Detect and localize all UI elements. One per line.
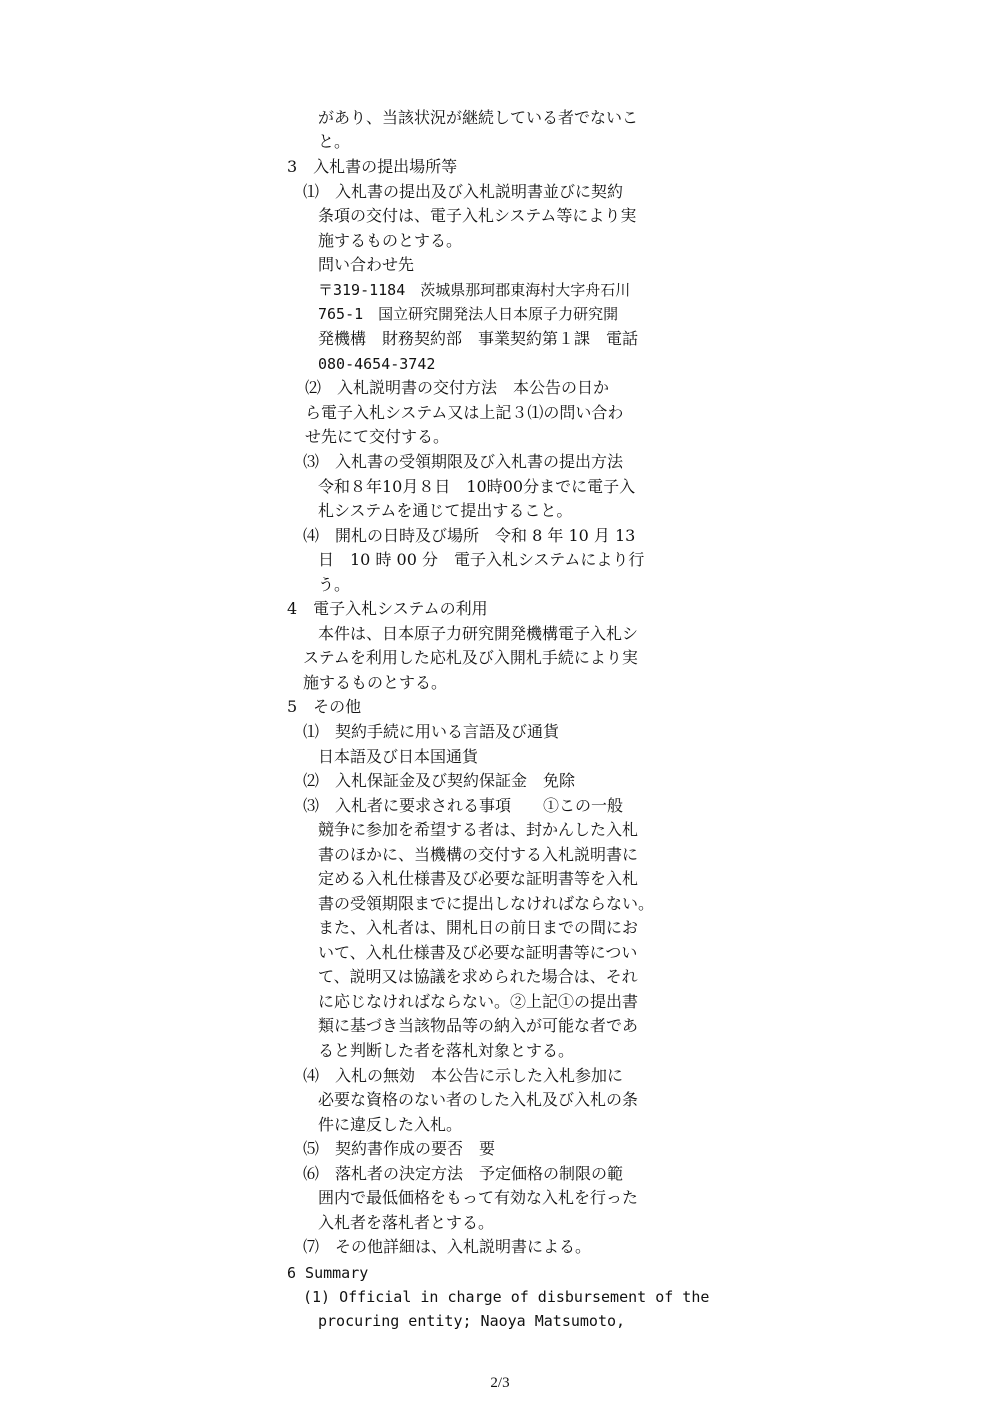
text-line: ⑺ その他詳細は、入札説明書による。: [303, 1237, 592, 1256]
text-line: また、入札者は、開札日の前日までの間にお: [318, 918, 639, 937]
text-line: 3 入札書の提出場所等: [287, 157, 458, 176]
text-line: ⑷ 入札の無効 本公告に示した入札参加に: [303, 1066, 624, 1085]
text-line: ステムを利用した応札及び入開札手続により実: [303, 648, 638, 667]
text-line: 囲内で最低価格をもって有効な入札を行った: [318, 1188, 639, 1207]
text-line: 条項の交付は、電子入札システム等により実: [318, 206, 637, 225]
text-line: 必要な資格のない者のした入札及び入札の条: [318, 1090, 639, 1109]
text-line: 5 その他: [287, 697, 362, 716]
text-line: ⑸ 契約書作成の要否 要: [303, 1139, 496, 1158]
text-line: 定める入札仕様書及び必要な証明書等を入札: [318, 869, 639, 888]
text-line: 6 Summary: [287, 1264, 369, 1282]
text-line: いて、入札仕様書及び必要な証明書等につい: [318, 943, 638, 962]
text-line: 件に違反した入札。: [318, 1115, 463, 1134]
text-line: ると判断した者を落札対象とする。: [318, 1041, 575, 1060]
text-line: 本件は、日本原子力研究開発機構電子入札シ: [318, 624, 639, 643]
text-line: 札システムを通じて提出すること。: [318, 501, 573, 520]
text-line: (1) Official in charge of disbursement of the: [303, 1288, 710, 1306]
text-line: procuring entity; Naoya Matsumoto,: [318, 1312, 626, 1330]
page-number: 2/3: [490, 1375, 510, 1391]
text-line: 令和８年10月８日 10時00分までに電子入: [318, 477, 636, 496]
text-line: と。: [318, 132, 351, 151]
text-line: ⑹ 落札者の決定方法 予定価格の制限の範: [303, 1164, 624, 1183]
text-line: 書のほかに、当機構の交付する入札説明書に: [318, 845, 639, 864]
text-line: 765-1 国立研究開発法人日本原子力研究開: [318, 305, 619, 323]
text-line: せ先にて交付する。: [305, 427, 450, 446]
text-line: 施するものとする。: [318, 231, 463, 250]
text-line: ⑴ 入札書の提出及び入札説明書並びに契約: [303, 182, 624, 201]
text-line: ⑴ 契約手続に用いる言語及び通貨: [303, 722, 560, 741]
text-line: 類に基づき当該物品等の納入が可能な者であ: [318, 1016, 639, 1035]
text-line: に応じなければならない。②上記①の提出書: [318, 992, 639, 1011]
text-line: 日本語及び日本国通貨: [318, 747, 479, 766]
text-line: ⑵ 入札保証金及び契約保証金 免除: [303, 771, 576, 790]
text-line: 4 電子入札システムの利用: [287, 599, 488, 618]
text-line: 競争に参加を希望する者は、封かんした入札: [318, 820, 639, 839]
text-line: ⑷ 開札の日時及び場所 令和 8 年 10 月 13: [303, 526, 636, 545]
text-line: ⑵ 入札説明書の交付方法 本公告の日か: [305, 378, 610, 397]
text-line: があり、当該状況が継続している者でないこ: [318, 108, 639, 127]
text-line: 書の受領期限までに提出しなければならない。: [318, 894, 655, 913]
text-line: 問い合わせ先: [318, 255, 415, 274]
text-line: 日 10 時 00 分 電子入札システムにより行: [318, 550, 645, 569]
text-line: 〒319-1184 茨城県那珂郡東海村大字舟石川: [318, 281, 631, 299]
text-line: 施するものとする。: [303, 673, 448, 692]
text-line: ら電子入札システム又は上記３⑴の問い合わ: [305, 403, 624, 422]
text-line: 080-4654-3742: [318, 355, 436, 373]
text-line: ⑶ 入札者に要求される事項 ①この一般: [303, 796, 624, 815]
text-line: ⑶ 入札書の受領期限及び入札書の提出方法: [303, 452, 624, 471]
text-line: う。: [318, 575, 351, 594]
text-line: て、説明又は協議を求められた場合は、それ: [318, 967, 638, 986]
text-line: 発機構 財務契約部 事業契約第１課 電話: [318, 329, 639, 348]
text-line: 入札者を落札者とする。: [318, 1213, 495, 1232]
